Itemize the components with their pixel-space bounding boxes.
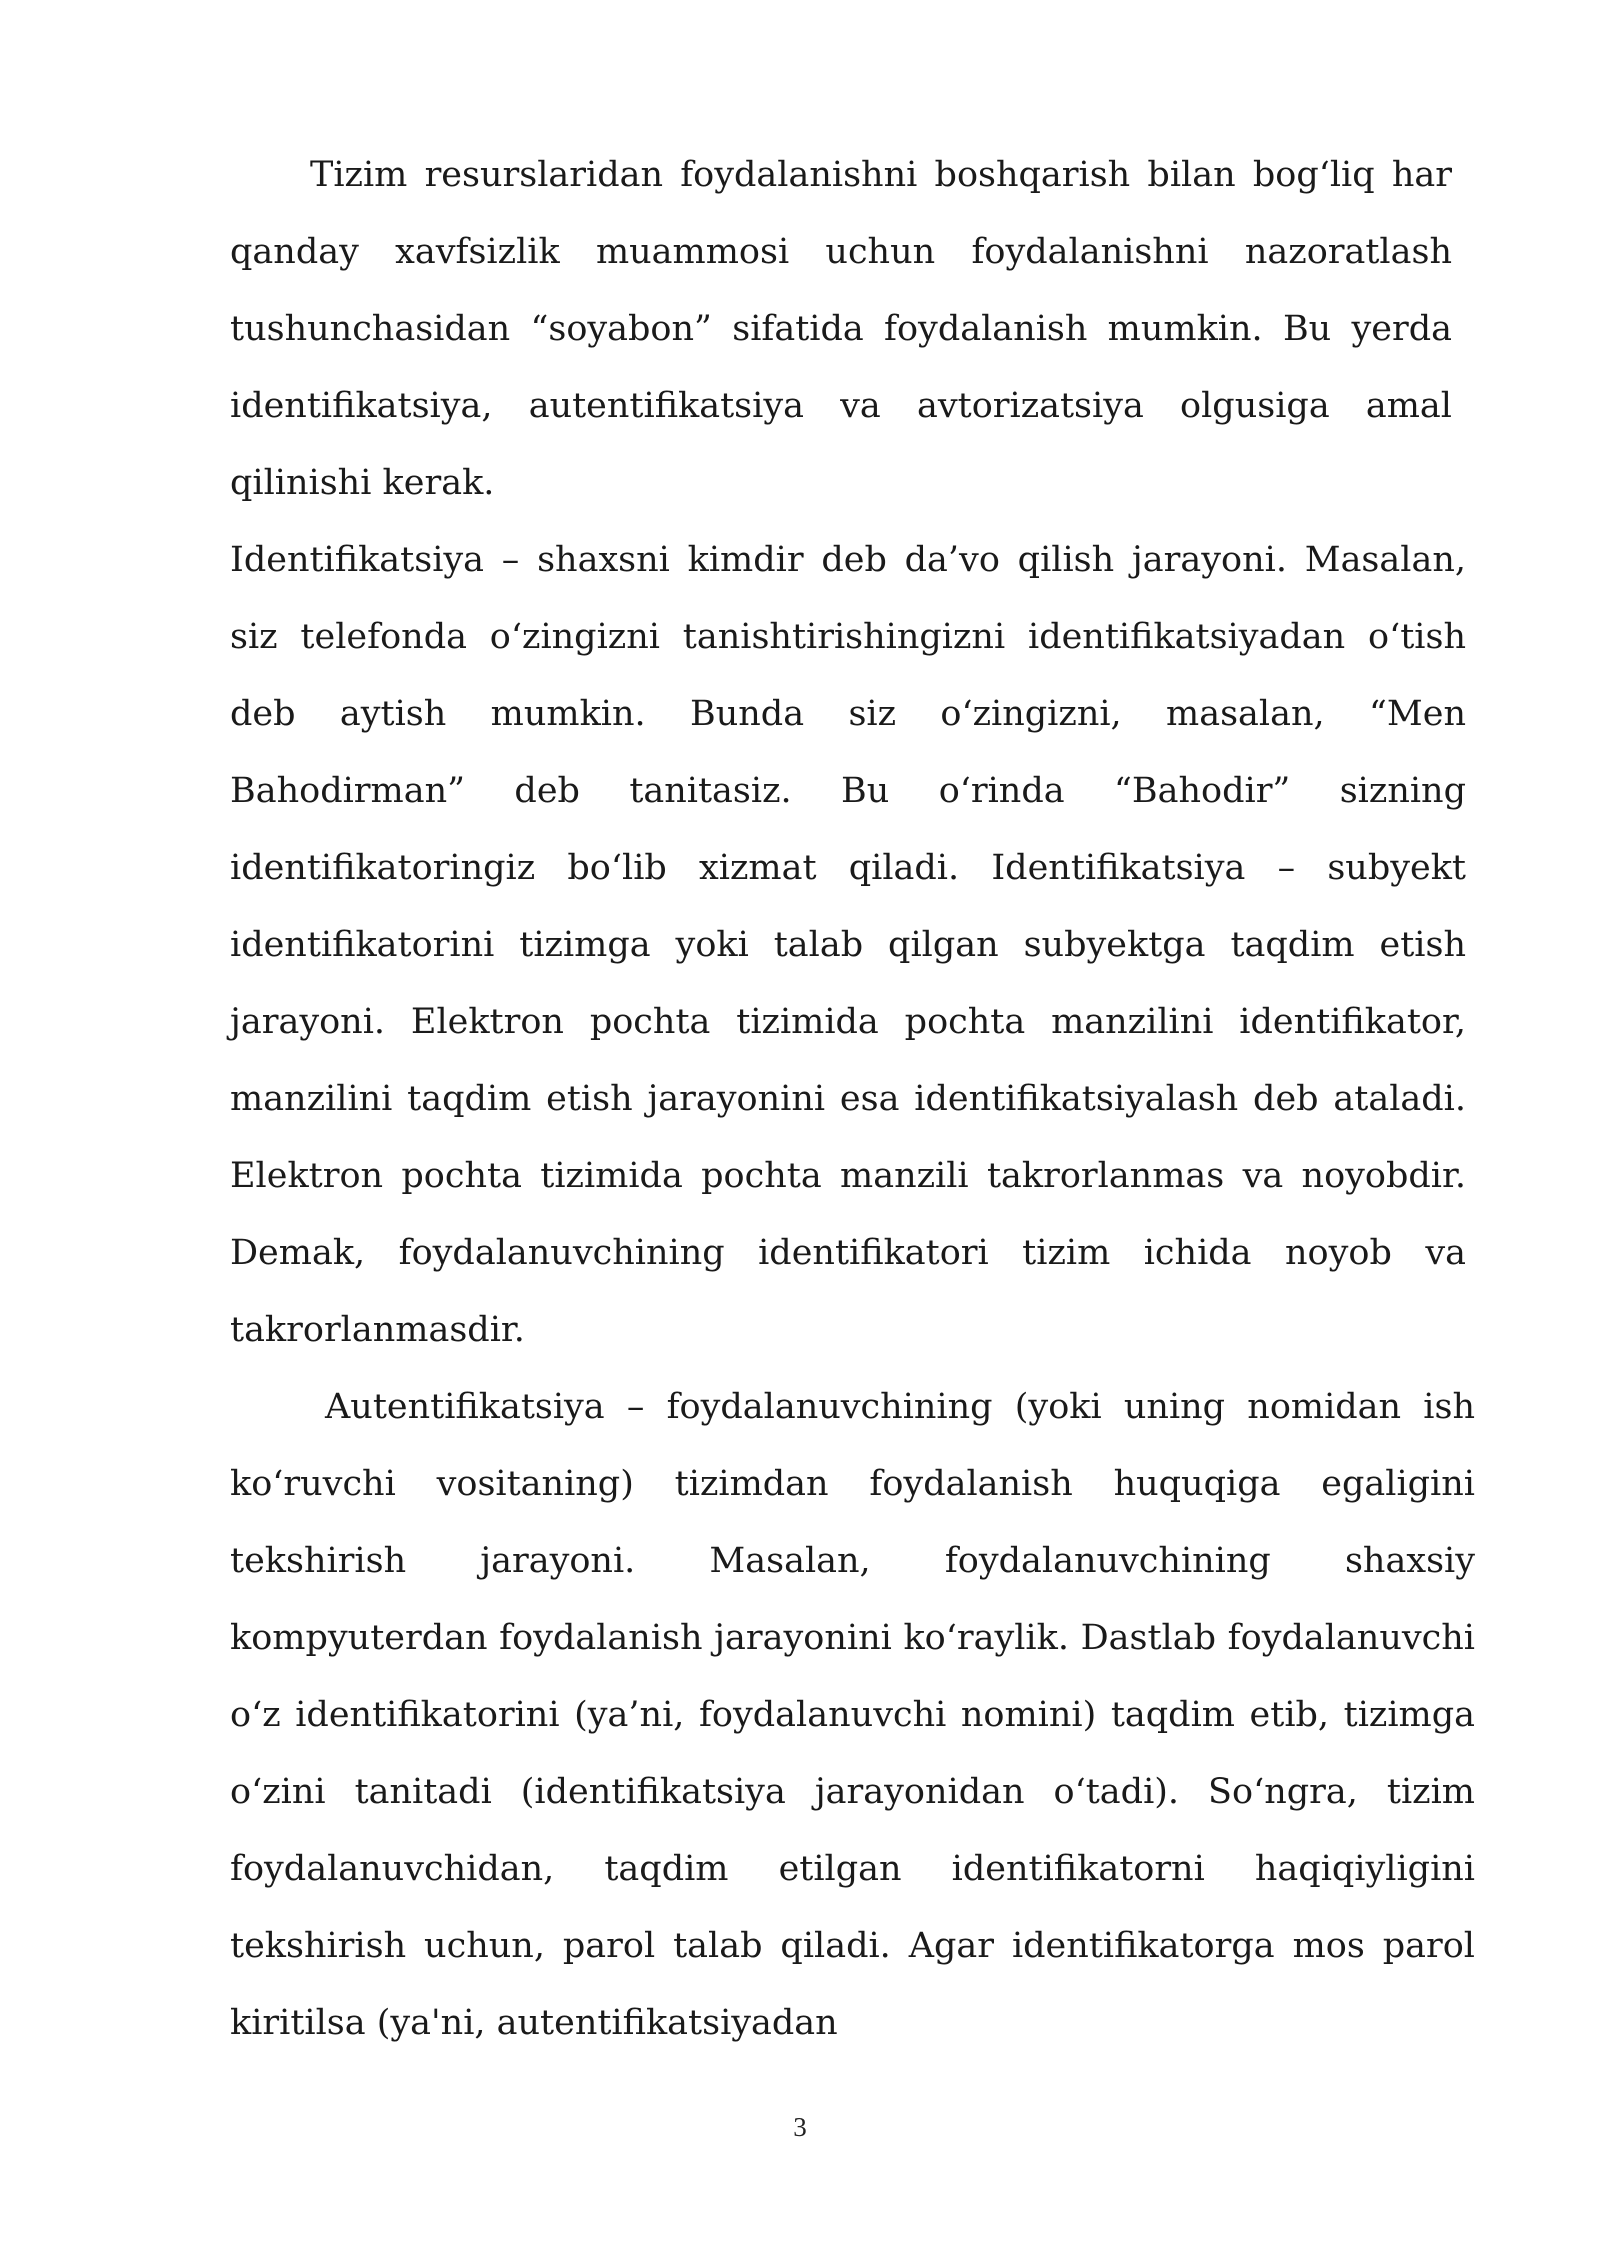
paragraph-access-control: Tizim resurslaridan foydalanishni boshqarish bilan bog‘liq har qanday xavfsizlik muammosi uchun foydalanishni nazoratlash tushunchasidan “soyabon” sifatida foydalanish mumkin. Bu yerda identifikatsiya, autentifikatsiya va avtorizatsiya olgusiga amal qilinishi kerak. xyxy=(230,155,1452,503)
page-number: 3 xyxy=(793,2112,807,2142)
paragraph-authentication: Autentifikatsiya – foydalanuvchining (yoki uning nomidan ish ko‘ruvchi vositaning) tizimdan foydalanish huquqiga egaligini tekshirish jarayoni. Masalan, foydalanuvchining shaxsiy kompyuterdan foydalanish jarayonini ko‘raylik. Dastlab foydalanuvchi o‘z identifikatorini (ya’ni, foydalanuvchi nomini) taqdim etib, tizimga o‘zini tanitadi (identifikatsiya jarayonidan o‘tadi). So‘ngra, tizim foydalanuvchidan, taqdim etilgan identifikatorni haqiqiyligini tekshirish uchun, parol talab qiladi. Agar identifikatorga mos parol kiritilsa (ya'ni, autentifikatsiyadan xyxy=(230,1387,1475,2043)
body-text xyxy=(230,137,1475,2062)
paragraph-identification: Identifikatsiya – shaxsni kimdir deb da’vo qilish jarayoni. Masalan, siz telefonda o‘zingizni tanishtirishingizni identifikatsiyadan o‘tish deb aytish mumkin. Bunda siz o‘zingizni, masalan, “Men Bahodirman” deb tanitasiz. Bu o‘rinda “Bahodir” sizning identifikatoringiz bo‘lib xizmat qiladi. Identifikatsiya – subyekt identifikatorini tizimga yoki talab qilgan subyektga taqdim etish jarayoni. Elektron pochta tizimida pochta manzilini identifikator, manzilini taqdim etish jarayonini esa identifikatsiyalash deb ataladi. Elektron pochta tizimida pochta manzili takrorlanmas va noyobdir. Demak, foydalanuvchining identifikatori tizim ichida noyob va takrorlanmasdir. xyxy=(230,540,1466,1350)
